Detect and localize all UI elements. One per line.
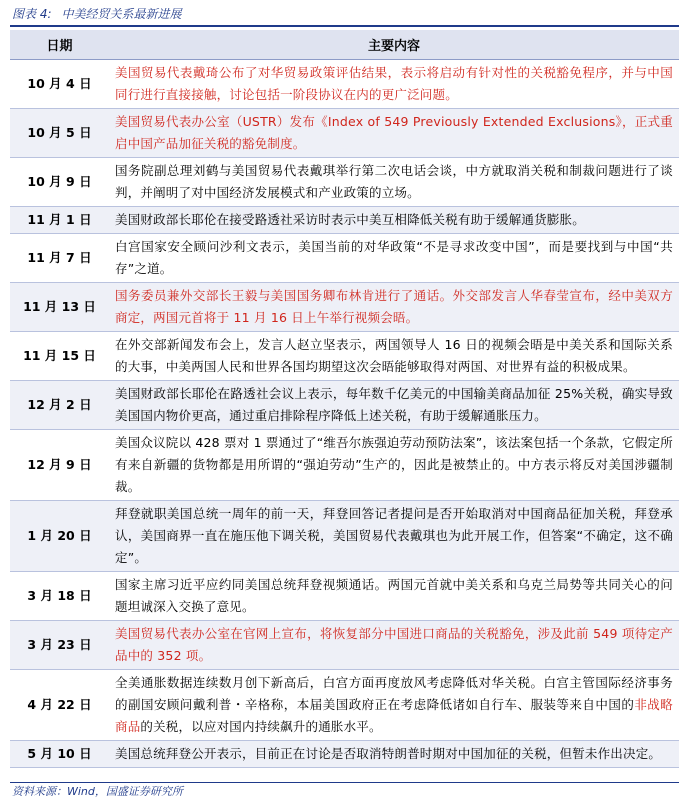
table-row — [10, 381, 679, 430]
source-note: 资料来源：Wind，国盛证券研究所 — [12, 785, 183, 798]
table-row — [10, 158, 679, 207]
row-date: 11 月 7 日 — [10, 234, 109, 283]
row-content — [109, 670, 679, 741]
row-content-part: 的关税，以应对国内持续飙升的通胀水平。 — [140, 719, 382, 734]
figure-number: 图表 4: — [12, 7, 52, 21]
table-row — [10, 332, 679, 381]
row-content: 美国众议院以 428 票对 1 票通过了“维吾尔族强迫劳动预防法案”，该法案包括一个条款，它假定所有来自新疆的货物都是用所谓的“强迫劳动”生产的，因此是被禁止的。中方表示将反对美国涉疆制裁。 — [109, 430, 679, 501]
row-content: 白宫国家安全顾问沙利文表示，美国当前的对华政策“不是寻求改变中国”，而是要找到与中国“共存”之道。 — [109, 234, 679, 283]
table-row — [10, 741, 679, 768]
row-date: 11 月 13 日 — [10, 283, 109, 332]
row-content: 美国财政部长耶伦在接受路透社采访时表示中美互相降低关税有助于缓解通货膨胀。 — [109, 207, 679, 234]
table-row — [10, 60, 679, 109]
highlight-term: 非战略商品 — [115, 697, 673, 734]
row-content: 国务院副总理刘鹤与美国贸易代表戴琪举行第二次电话会谈，中方就取消关税和制裁问题进行了谈判，并阐明了对中国经济发展模式和产业政策的立场。 — [109, 158, 679, 207]
row-date: 10 月 9 日 — [10, 158, 109, 207]
table-row — [10, 207, 679, 234]
table-row — [10, 572, 679, 621]
row-content: 国务委员兼外交部长王毅与美国国务卿布林肯进行了通话。外交部发言人华春莹宣布，经中美双方商定，两国元首将于 11 月 16 日上午举行视频会晤。 — [109, 283, 679, 332]
row-content: 在外交部新闻发布会上，发言人赵立坚表示，两国领导人 16 日的视频会晤是中美关系和国际关系的大事，中美两国人民和世界各国均期望这次会晤能够取得对两国、对世界有益的积极成果。 — [109, 332, 679, 381]
row-content: 美国总统拜登公开表示，目前正在讨论是否取消特朗普时期对中国加征的关税，但暂未作出决定。 — [109, 741, 679, 768]
table-row — [10, 430, 679, 501]
row-date: 3 月 23 日 — [10, 621, 109, 670]
progress-table — [10, 30, 679, 768]
row-date: 12 月 9 日 — [10, 430, 109, 501]
table-row — [10, 283, 679, 332]
table-row — [10, 501, 679, 572]
row-content: 美国财政部长耶伦在路透社会议上表示，每年数千亿美元的中国输美商品加征 25%关税，确实导致美国国内物价更高，通过重启排除程序降低上述关税，有助于缓解通胀压力。 — [109, 381, 679, 430]
row-date: 11 月 15 日 — [10, 332, 109, 381]
top-rule — [10, 25, 679, 27]
table-row — [10, 670, 679, 741]
row-content: 国家主席习近平应约同美国总统拜登视频通话。两国元首就中美关系和乌克兰局势等共同关心的问题坦诚深入交换了意见。 — [109, 572, 679, 621]
row-date: 5 月 10 日 — [10, 741, 109, 768]
table-header-row — [10, 30, 679, 60]
table-row — [10, 234, 679, 283]
row-date: 1 月 20 日 — [10, 501, 109, 572]
figure-title-text: 中美经贸关系最新进展 — [61, 7, 182, 21]
row-content: 美国贸易代表戴琦公布了对华贸易政策评估结果，表示将启动有针对性的关税豁免程序，并与中国同行进行直接接触，讨论包括一阶段协议在内的更广泛问题。 — [109, 60, 679, 109]
row-date: 10 月 4 日 — [10, 60, 109, 109]
table-row — [10, 109, 679, 158]
row-content: 美国贸易代表办公室（USTR）发布《Index of 549 Previously Extended Exclusions》，正式重启中国产品加征关税的豁免制度。 — [109, 109, 679, 158]
bottom-rule — [10, 782, 679, 783]
row-content: 拜登就职美国总统一周年的前一天，拜登回答记者提问是否开始取消对中国商品征加关税，拜登承认，美国商界一直在施压他下调关税，美国贸易代表戴琪也为此开展工作，但答案“不确定，这不确定”。 — [109, 501, 679, 572]
header-content: 主要内容 — [109, 30, 679, 60]
row-date: 10 月 5 日 — [10, 109, 109, 158]
row-date: 12 月 2 日 — [10, 381, 109, 430]
table-row — [10, 621, 679, 670]
row-date: 4 月 22 日 — [10, 670, 109, 741]
figure-title — [12, 6, 182, 22]
row-content-part: 全美通胀数据连续数月创下新高后，白宫方面再度放风考虑降低对华关税。白宫主管国际经济事务的副国安顾问戴利普・辛格称，本届美国政府正在考虑降低诸如自行车、服装等来自中国的 — [115, 675, 673, 712]
row-date: 11 月 1 日 — [10, 207, 109, 234]
row-date: 3 月 18 日 — [10, 572, 109, 621]
row-content: 美国贸易代表办公室在官网上宣布，将恢复部分中国进口商品的关税豁免，涉及此前 549 项待定产品中的 352 项。 — [109, 621, 679, 670]
header-date: 日期 — [10, 30, 109, 60]
